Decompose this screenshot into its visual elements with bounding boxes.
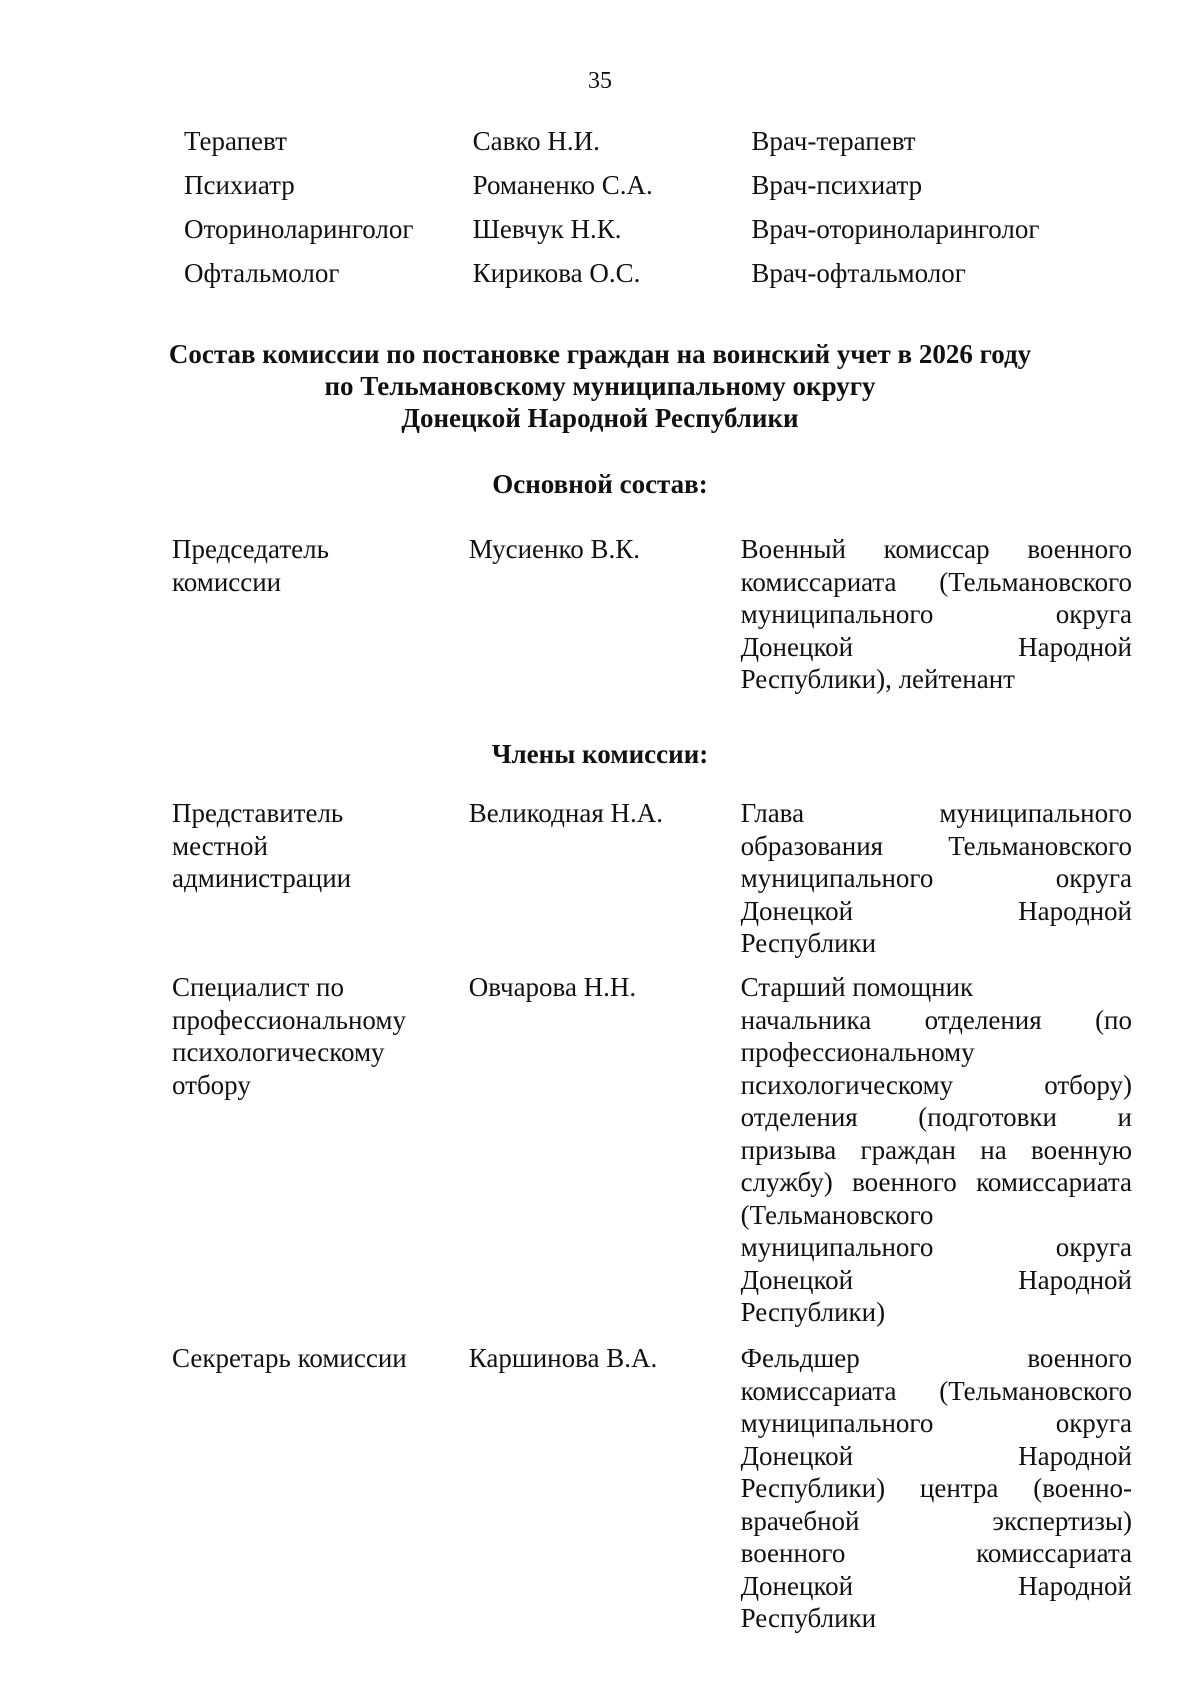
member-entry	[172, 797, 1132, 960]
description-line: военного комиссариата	[740, 1538, 1133, 1568]
doctor-specialty: Оториноларинголог	[184, 214, 414, 244]
description-line: муниципального округа	[740, 863, 1133, 893]
member-name: Мусиенко В.К.	[468, 534, 640, 564]
doctor-name: Романенко С.А.	[472, 170, 653, 200]
commission-title	[0, 338, 1200, 434]
doctor-position: Врач-психиатр	[751, 170, 923, 200]
description-line: Фельдшер военного	[740, 1343, 1133, 1373]
role-line: профессиональному	[172, 1004, 406, 1035]
commission-title-line1: Состав комиссии по постановке граждан на воинский учет в 2026 году	[168, 339, 1032, 369]
description-line: службу) военного комиссариата	[740, 1167, 1133, 1197]
description-line: муниципального округа	[740, 599, 1133, 629]
doctor-position: Врач-терапевт	[751, 126, 916, 156]
description-line: муниципального округа	[740, 1408, 1133, 1438]
role-line: Секретарь комиссии	[172, 1343, 407, 1373]
member-entry	[172, 971, 1132, 1329]
doctor-row	[184, 168, 1084, 212]
member-role	[172, 797, 469, 960]
member-description	[741, 971, 1132, 1329]
description-line: отделения (подготовки и	[740, 1102, 1133, 1132]
description-line: образования Тельмановского	[740, 830, 1133, 861]
commission-title-line3: Донецкой Народной Республики	[401, 403, 799, 433]
chairman-entry	[172, 533, 1132, 696]
doctor-specialty: Офтальмолог	[184, 258, 340, 288]
description-line: профессиональному	[740, 1037, 975, 1067]
member-role	[172, 1342, 469, 1635]
description-line: Старший помощник	[740, 972, 974, 1002]
doctor-position: Врач-оториноларинголог	[751, 214, 1040, 244]
description-line: Глава муниципального	[740, 798, 1133, 828]
description-line: Военный комиссар военного	[740, 534, 1133, 564]
doctor-row	[184, 256, 1084, 300]
description-line: начальника отделения (по	[740, 1004, 1133, 1035]
description-line: Донецкой Народной	[740, 631, 1133, 662]
member-role	[172, 971, 469, 1329]
commission-title-line2: по Тельмановскому муниципальному округу	[324, 371, 876, 401]
member-name: Великодная Н.А.	[468, 798, 663, 828]
doctor-position: Врач-офтальмолог	[751, 258, 966, 288]
role-line: комиссии	[172, 566, 282, 597]
member-description	[741, 1342, 1132, 1635]
role-line: Специалист по	[172, 972, 344, 1002]
member-description	[741, 797, 1132, 960]
doctor-row	[184, 212, 1084, 256]
role-line: отбору	[172, 1069, 251, 1100]
member-description	[741, 533, 1132, 696]
members-heading: Члены комиссии:	[491, 739, 709, 769]
role-line: Председатель	[172, 534, 329, 564]
doctor-name: Кирикова О.С.	[472, 258, 641, 288]
description-line: психологическому отбору)	[740, 1069, 1133, 1100]
description-line: Республики), лейтенант	[740, 664, 1015, 694]
description-line: призыва граждан на военную	[740, 1134, 1133, 1165]
member-name: Каршинова В.А.	[468, 1343, 658, 1373]
member-entry	[172, 1342, 1132, 1635]
role-line: администрации	[172, 863, 352, 893]
description-line: Республики	[740, 928, 877, 958]
doctor-name: Савко Н.И.	[472, 126, 600, 156]
description-line: Донецкой Народной	[740, 895, 1133, 926]
doctor-name: Шевчук Н.К.	[472, 214, 622, 244]
description-line: Донецкой Народной	[740, 1440, 1133, 1471]
doctor-specialty: Терапевт	[184, 126, 287, 156]
doctor-row	[184, 124, 1084, 168]
role-line: Представитель	[172, 798, 344, 828]
description-line: Республики) центра (военно-	[740, 1473, 1133, 1503]
description-line: Донецкой Народной	[740, 1570, 1133, 1601]
description-line: Республики)	[740, 1297, 886, 1327]
member-name: Овчарова Н.Н.	[468, 972, 637, 1002]
main-composition-heading: Основной состав:	[492, 469, 708, 499]
description-line: Донецкой Народной	[740, 1264, 1133, 1295]
doctor-specialty: Психиатр	[184, 170, 295, 200]
description-line: муниципального округа	[740, 1232, 1133, 1262]
doctors-list	[184, 124, 1084, 300]
role-line: психологическому	[172, 1037, 385, 1067]
description-line: комиссариата (Тельмановского	[740, 566, 1133, 597]
description-line: врачебной экспертизы)	[740, 1505, 1133, 1536]
description-line: Республики	[740, 1603, 877, 1633]
page-number: 35	[588, 68, 612, 94]
member-role	[172, 533, 469, 696]
role-line: местной	[172, 830, 268, 861]
description-line: (Тельмановского	[740, 1199, 934, 1230]
description-line: комиссариата (Тельмановского	[740, 1375, 1133, 1406]
